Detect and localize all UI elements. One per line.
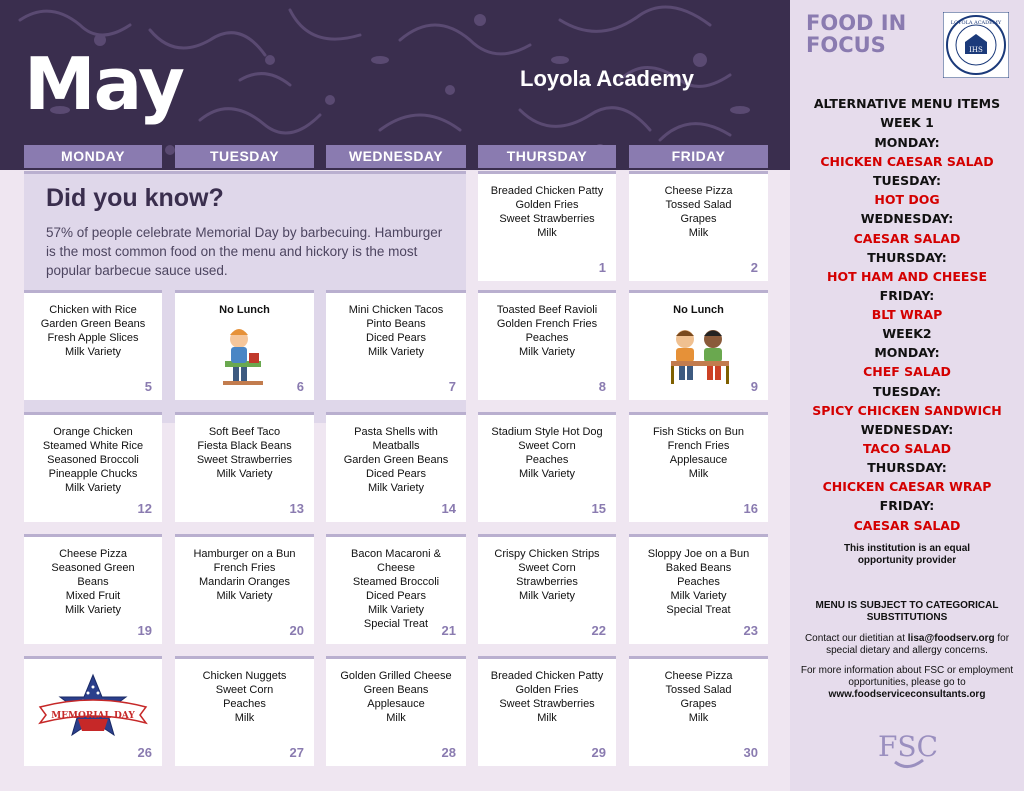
menu-item: Mixed Fruit bbox=[65, 590, 121, 602]
alt-menu-line: TUESDAY: bbox=[872, 173, 942, 188]
day-cell bbox=[24, 412, 162, 522]
menu-item: Cheese Pizza bbox=[664, 185, 733, 197]
menu-item: Milk bbox=[688, 227, 709, 239]
no-lunch-label: No Lunch bbox=[673, 304, 724, 316]
menu-item: Milk Variety bbox=[64, 346, 122, 358]
day-number: 8 bbox=[598, 379, 606, 394]
alt-menu-line: HOT HAM AND CHEESE bbox=[826, 269, 987, 284]
substitutions-notice: MENU IS SUBJECT TO CATEGORICAL SUBSTITUTIONS bbox=[815, 600, 999, 623]
menu-list bbox=[631, 669, 766, 725]
day-cell bbox=[326, 656, 466, 766]
menu-item: Sweet Strawberries bbox=[499, 698, 595, 710]
menu-item: French Fries bbox=[213, 562, 276, 574]
menu-list bbox=[480, 184, 614, 240]
dietitian-email-link[interactable]: lisa@foodserv.org bbox=[907, 633, 995, 644]
menu-list bbox=[631, 425, 766, 481]
menu-item: Hamburger on a Bun bbox=[193, 548, 296, 560]
menu-item: Fish Sticks on Bun bbox=[652, 426, 745, 438]
day-number: 14 bbox=[441, 501, 456, 516]
menu-item: Toasted Beef Ravioli bbox=[496, 304, 598, 316]
alt-menu-line: WEEK 1 bbox=[880, 115, 934, 130]
alt-menu-line: SPICY CHICKEN SANDWICH bbox=[812, 403, 1002, 418]
day-cell bbox=[24, 290, 162, 400]
menu-item: Golden Fries bbox=[515, 199, 579, 211]
menu-item: Mandarin Oranges bbox=[198, 576, 291, 588]
menu-item: Sweet Strawberries bbox=[499, 213, 595, 225]
menu-item: Milk bbox=[688, 468, 709, 480]
menu-list bbox=[177, 669, 312, 725]
school-seal-logo bbox=[943, 12, 1009, 78]
children-at-desk-illustration bbox=[667, 323, 733, 387]
day-cell bbox=[629, 171, 768, 281]
day-cell bbox=[175, 290, 314, 400]
day-number: 30 bbox=[743, 745, 758, 760]
menu-item: Golden Fries bbox=[515, 684, 579, 696]
did-you-know-title: Did you know? bbox=[46, 184, 224, 212]
month-title: May bbox=[24, 42, 183, 126]
menu-item: Diced Pears bbox=[366, 590, 426, 602]
menu-item: Pasta Shells with bbox=[354, 426, 438, 438]
menu-item: Milk Variety bbox=[367, 604, 425, 616]
menu-list bbox=[26, 425, 160, 495]
menu-list bbox=[631, 184, 766, 240]
sidebar bbox=[790, 0, 1024, 791]
svg-text:FSC: FSC bbox=[877, 730, 939, 763]
menu-item: Milk bbox=[234, 712, 255, 724]
day-cell bbox=[478, 412, 616, 522]
menu-item: Tossed Salad bbox=[665, 684, 732, 696]
day-number: 7 bbox=[448, 379, 456, 394]
day-cell bbox=[478, 534, 616, 644]
menu-list bbox=[328, 303, 464, 359]
menu-item: Grapes bbox=[680, 213, 717, 225]
food-in-focus-logo bbox=[806, 12, 906, 56]
menu-item: Stadium Style Hot Dog bbox=[491, 426, 603, 438]
menu-item: Cheese bbox=[377, 562, 415, 574]
day-number: 9 bbox=[750, 379, 758, 394]
calendar-grid bbox=[0, 145, 790, 791]
more-info-text: For more information about FSC or employment opportunities, please go to bbox=[800, 665, 1014, 688]
day-header-monday: MONDAY bbox=[24, 145, 162, 168]
alt-menu-line: BLT WRAP bbox=[871, 307, 943, 322]
menu-list bbox=[631, 303, 766, 317]
alt-menu-line: THURSDAY: bbox=[867, 460, 947, 475]
menu-item: Milk Variety bbox=[518, 590, 576, 602]
menu-item: Strawberries bbox=[516, 576, 578, 588]
alt-menu-line: THURSDAY: bbox=[867, 250, 947, 265]
menu-item: Special Treat bbox=[363, 618, 429, 630]
day-cell bbox=[326, 290, 466, 400]
alt-menu-line: CHICKEN CAESAR WRAP bbox=[822, 479, 992, 494]
day-cell bbox=[24, 656, 162, 766]
day-cell bbox=[478, 656, 616, 766]
memorial-day-badge bbox=[38, 673, 148, 739]
brand-line: FOCUS bbox=[806, 33, 886, 57]
menu-item: Sweet Strawberries bbox=[196, 454, 293, 466]
day-number: 22 bbox=[591, 623, 606, 638]
brand-line: FOOD IN bbox=[806, 11, 907, 35]
day-header-tuesday: TUESDAY bbox=[175, 145, 314, 168]
menu-item: Milk Variety bbox=[367, 482, 425, 494]
menu-item: Peaches bbox=[525, 454, 569, 466]
menu-item: Milk Variety bbox=[367, 346, 425, 358]
menu-item: Pineapple Chucks bbox=[48, 468, 138, 480]
day-number: 13 bbox=[289, 501, 304, 516]
day-number: 29 bbox=[591, 745, 606, 760]
alt-menu-line: ALTERNATIVE MENU ITEMS bbox=[813, 96, 1001, 111]
menu-list bbox=[177, 547, 312, 603]
day-number: 28 bbox=[441, 745, 456, 760]
menu-list bbox=[177, 425, 312, 481]
menu-item: Pinto Beans bbox=[366, 318, 426, 330]
dietitian-contact bbox=[796, 633, 1018, 657]
day-cell bbox=[175, 534, 314, 644]
day-cell bbox=[175, 412, 314, 522]
day-number: 20 bbox=[289, 623, 304, 638]
day-header-wednesday: WEDNESDAY bbox=[326, 145, 466, 168]
day-number: 5 bbox=[144, 379, 152, 394]
day-cell bbox=[629, 290, 768, 400]
alt-menu-line: TUESDAY: bbox=[872, 384, 942, 399]
menu-item: Baked Beans bbox=[665, 562, 732, 574]
alt-menu-line: HOT DOG bbox=[874, 192, 940, 207]
fsc-logo bbox=[875, 728, 941, 772]
svg-text:LOYOLA ACADEMY: LOYOLA ACADEMY bbox=[950, 20, 1002, 26]
day-cell bbox=[24, 534, 162, 644]
did-you-know-text: 57% of people celebrate Memorial Day by barbecuing. Hamburger is the most common food on the menu and hickory is the most popular barbecue sauce used. bbox=[46, 225, 443, 278]
menu-item: Milk Variety bbox=[670, 590, 727, 602]
menu-item: Milk Variety bbox=[64, 482, 122, 494]
menu-item: Green Beans bbox=[363, 684, 429, 696]
day-number: 23 bbox=[743, 623, 758, 638]
menu-item: Peaches bbox=[223, 698, 266, 710]
menu-item: Cheese Pizza bbox=[59, 548, 127, 560]
menu-list bbox=[480, 425, 614, 481]
website-link[interactable]: www.foodserviceconsultants.org bbox=[828, 689, 986, 700]
alt-menu-line: WEDNESDAY: bbox=[860, 422, 954, 437]
day-number: 26 bbox=[137, 745, 152, 760]
alt-menu-line: FRIDAY: bbox=[879, 288, 935, 303]
menu-item: French Fries bbox=[667, 440, 730, 452]
menu-item: Steamed White Rice bbox=[42, 440, 144, 452]
day-cell bbox=[629, 412, 768, 522]
day-number: 16 bbox=[743, 501, 758, 516]
child-eating-illustration bbox=[219, 323, 269, 387]
menu-item: Breaded Chicken Patty bbox=[490, 670, 604, 682]
menu-item: Applesauce bbox=[367, 698, 425, 710]
menu-item: Milk bbox=[537, 712, 557, 724]
menu-item: Milk bbox=[386, 712, 406, 724]
day-number: 19 bbox=[137, 623, 152, 638]
svg-text:IHS: IHS bbox=[969, 46, 983, 54]
menu-list bbox=[328, 669, 464, 725]
menu-item: Sweet Corn bbox=[518, 440, 576, 452]
day-cell bbox=[478, 171, 616, 281]
menu-item: Chicken Nuggets bbox=[202, 670, 287, 682]
day-cell bbox=[175, 656, 314, 766]
menu-item: Golden French Fries bbox=[496, 318, 598, 330]
menu-item: Chicken with Rice bbox=[49, 304, 137, 316]
menu-item: Seasoned Green bbox=[51, 562, 135, 574]
menu-item: Peaches bbox=[677, 576, 720, 588]
menu-item: Milk Variety bbox=[216, 468, 273, 480]
menu-item: Milk Variety bbox=[216, 590, 273, 602]
day-number: 21 bbox=[441, 623, 456, 638]
alt-menu-line: WEDNESDAY: bbox=[860, 211, 954, 226]
day-cell bbox=[629, 534, 768, 644]
school-name: Loyola Academy bbox=[520, 66, 695, 91]
menu-item: Seasoned Broccoli bbox=[47, 454, 139, 466]
menu-item: Garden Green Beans bbox=[343, 454, 449, 466]
menu-item: Orange Chicken bbox=[53, 426, 133, 438]
menu-item: Sweet Corn bbox=[215, 684, 274, 696]
menu-list bbox=[26, 303, 160, 359]
menu-item: Golden Grilled Cheese bbox=[340, 670, 452, 682]
menu-item: Mini Chicken Tacos bbox=[348, 304, 444, 316]
menu-item: Special Treat bbox=[666, 604, 731, 616]
svg-text:MEMORIAL DAY: MEMORIAL DAY bbox=[51, 711, 135, 721]
day-number: 2 bbox=[750, 260, 758, 275]
menu-item: Sloppy Joe on a Bun bbox=[647, 548, 750, 560]
menu-item: Milk Variety bbox=[518, 346, 576, 358]
menu-list bbox=[177, 303, 312, 317]
day-number: 6 bbox=[296, 379, 304, 394]
contact-text: Contact our dietitian at bbox=[804, 633, 908, 644]
menu-item: Milk Variety bbox=[64, 604, 122, 616]
alt-menu-line: MONDAY: bbox=[874, 345, 940, 360]
menu-item: Bacon Macaroni & bbox=[351, 548, 441, 560]
alt-menu-line: CAESAR SALAD bbox=[853, 518, 961, 533]
day-number: 12 bbox=[137, 501, 152, 516]
alt-menu-line: MONDAY: bbox=[874, 135, 940, 150]
alt-menu-line: FRIDAY: bbox=[879, 498, 935, 513]
menu-item: Meatballs bbox=[372, 440, 420, 452]
menu-list bbox=[480, 669, 614, 725]
equal-opportunity-statement: This institution is an equal opportunity provider bbox=[843, 543, 971, 566]
day-cell bbox=[326, 534, 466, 644]
menu-item: Crispy Chicken Strips bbox=[494, 548, 600, 560]
menu-item: Diced Pears bbox=[366, 468, 426, 480]
day-number: 27 bbox=[289, 745, 304, 760]
day-number: 15 bbox=[591, 501, 606, 516]
day-header-friday: FRIDAY bbox=[629, 145, 768, 168]
menu-item: Soft Beef Taco bbox=[208, 426, 281, 438]
menu-item: Cheese Pizza bbox=[664, 670, 733, 682]
menu-item: Fiesta Black Beans bbox=[197, 440, 292, 452]
day-cell bbox=[326, 412, 466, 522]
menu-list bbox=[631, 547, 766, 617]
alt-menu-line: CHICKEN CAESAR SALAD bbox=[820, 154, 994, 169]
menu-item: Grapes bbox=[680, 698, 717, 710]
day-header-thursday: THURSDAY bbox=[478, 145, 616, 168]
menu-item: Milk bbox=[688, 712, 709, 724]
menu-item: Sweet Corn bbox=[518, 562, 576, 574]
alt-menu-line: CHEF SALAD bbox=[863, 364, 951, 379]
menu-item: Milk bbox=[537, 227, 557, 239]
menu-list bbox=[328, 547, 464, 631]
menu-item: Breaded Chicken Patty bbox=[490, 185, 604, 197]
menu-item: Tossed Salad bbox=[665, 199, 732, 211]
menu-item: Fresh Apple Slices bbox=[47, 332, 139, 344]
menu-item: Milk Variety bbox=[518, 468, 576, 480]
no-lunch-label: No Lunch bbox=[219, 304, 270, 316]
alt-menu-line: TACO SALAD bbox=[862, 441, 952, 456]
menu-list bbox=[26, 547, 160, 617]
alt-menu-line: CAESAR SALAD bbox=[853, 231, 961, 246]
menu-item: Beans bbox=[77, 576, 109, 588]
menu-item: Peaches bbox=[525, 332, 569, 344]
contact-text: for special dietary and allergy concerns. bbox=[826, 633, 1010, 656]
day-cell bbox=[629, 656, 768, 766]
menu-item: Garden Green Beans bbox=[40, 318, 146, 330]
alt-menu-line: WEEK2 bbox=[882, 326, 932, 341]
menu-item: Steamed Broccoli bbox=[352, 576, 440, 588]
menu-list bbox=[480, 547, 614, 603]
menu-item: Applesauce bbox=[669, 454, 728, 466]
menu-list bbox=[480, 303, 614, 359]
menu-list bbox=[328, 425, 464, 495]
menu-item: Diced Pears bbox=[366, 332, 426, 344]
day-number: 1 bbox=[598, 260, 606, 275]
day-cell bbox=[478, 290, 616, 400]
